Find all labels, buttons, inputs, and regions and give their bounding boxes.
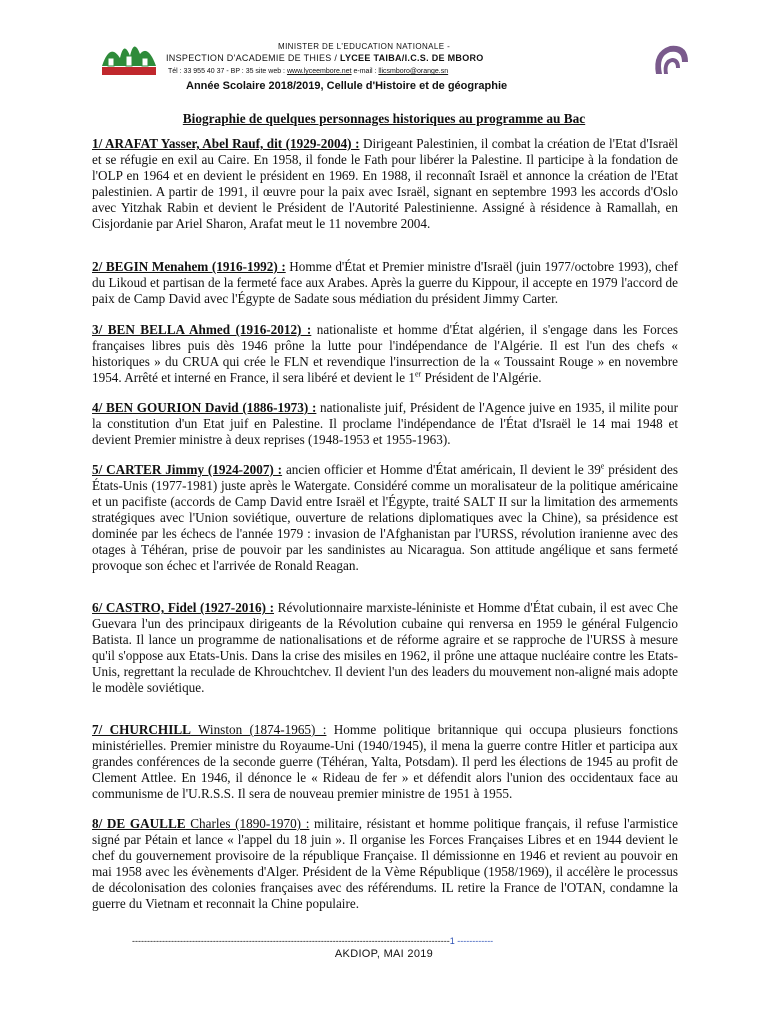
entry-text-continued: président des États-Unis (1977-1981) juste après le Watergate. Considéré comme un moralisateur de la politique américaine et un pacifiste (accords de Camp David entre Israël et l'Égypte, traité SALT II sur la limitation des armements stratégiques avec l'Union soviétique, ouverture de relations diplomatiques avec la Chine), sa présidence est dominée par les échecs de l'année 1979 : invasion de l'Afghanistan par l'URSS, révolution iranienne avec des otages à Téhéran, prise de pouvoir par les sandinistes au Nicaragua. Son attitude angélique et sans fermeté provoque son échec et l'arrivée de Ronald Reagan. — [92, 462, 679, 573]
footer-rule-right: ------------ — [454, 936, 494, 944]
entry-text: Révolutionnaire marxiste-léniniste et Homme d'État cubain, il est avec Che Guevara l'un des principaux dirigeants de la Révolution cubaine qui renversa en 1959 le général Fulgencio Batista. Il lance un programme de nationalisations et de réforme agraire et se rapproche de l'URSS à mesure qu'il s'oppose aux Etats-Unis. Dans la crise des misiles en 1962, il prône une attaque nucléaire contre les Etats-Unis, regrettant la reculade de Khrouchtchev. Il devient l'un des leaders du mouvement non-aligné mais adopte le modèle soviétique. — [92, 600, 679, 695]
biography-entry — [92, 462, 678, 574]
entry-heading: 3/ BEN BELLA Ahmed (1916-2012) : — [92, 322, 312, 337]
entry-text: nationaliste juif, Président de l'Agence juive en 1935, il milite pour la constitution d'un Etat juif en Palestine. Il proclame l'indépendance de l'État d'Israël le 14 mai 1948 et devient Premier ministre à deux reprises (1948-1953 et 1955-1963). — [92, 400, 679, 447]
contact-prefix: Tél : 33 955 40 37 - BP : 35 site web : — [168, 68, 287, 75]
page-number: 1 — [449, 936, 455, 944]
footer-rule-left: ---------------------------------------------------------------------------------------------------------- — [132, 936, 450, 944]
inspection-name: INSPECTION D'ACADEMIE DE THIES / — [166, 53, 340, 63]
entry-text: militaire, résistant et homme politique français, il refuse l'armistice signé par Pétain et lance « l'appel du 18 juin ». Il organise les Forces Françaises Libres et en 1944 devient le chef du gouvernement provisoire de la république Française. Il démissionne en 1946 et revient au pouvoir en mai 1958 avec les évènements d'Alger. Président de la Vème République (1958/1969), il accélère le processus de décolonisation des colonies françaises avec des référendums. IL retire la France de l'OTAN, condamne la guerre du Vietnam et reconnait la Chine populaire. — [92, 816, 678, 911]
school-name: LYCEE TAIBA/I.C.S. DE MBORO — [339, 53, 484, 63]
email-link[interactable]: llicsmboro@orange.sn — [378, 68, 449, 75]
inspection-line — [166, 53, 484, 63]
entry-heading: 7/ CHURCHILL — [92, 722, 191, 737]
entry-heading: 6/ CASTRO, Fidel (1927-2016) : — [92, 600, 275, 615]
ministry-name: MINISTER DE L'EDUCATION NATIONALE - — [278, 42, 451, 51]
biography-entry — [92, 722, 678, 802]
contact-line — [168, 68, 448, 75]
entry-heading: 8/ DE GAULLE — [92, 816, 186, 831]
entry-superscript: e — [600, 461, 605, 471]
biography-entry — [92, 600, 678, 696]
entry-superscript: er — [414, 369, 422, 379]
entry-heading: 2/ BEGIN Menahem (1916-1992) : — [92, 259, 286, 274]
entry-heading: 4/ BEN GOURION David (1886-1973) : — [92, 400, 317, 415]
entry-text: Dirigeant Palestinien, il combat la création de l'Etat d'Israël et se réfugie en exil au Caire. En 1958, il fonde le Fath pour libérer la Palestine. Il participe à la fondation de l'OLP en 1964 et en devient le président en 1969. En 1988, il reconnaît Israël et annonce la création de l'Etat palestinien. A partir de 1991, il œuvre pour la paix avec Israël, signant en septembre 1993 les accords d'Oslo avec Yitzhak Rabin et devient le Président de l'Autorité Palestinienne. Assigné à résidence à Ramallah, en Cisjordanie par Ariel Sharon, Arafat meut le 11 novembre 2004. — [92, 136, 678, 231]
biography-entry — [92, 259, 678, 307]
biography-entry — [92, 816, 678, 912]
biography-entry — [92, 136, 678, 232]
entry-text-continued: Président de l'Algérie. — [421, 370, 542, 385]
footer-rule — [132, 936, 638, 944]
entry-heading: 5/ CARTER Jimmy (1924-2007) : — [92, 462, 283, 477]
entry-heading-normal: Charles (1890-1970) : — [185, 816, 310, 831]
website-link[interactable]: www.lyceembore.net — [286, 68, 352, 75]
email-label: e-mail : — [351, 68, 379, 75]
footer-signature: AKDIOP, MAI 2019 — [334, 948, 434, 960]
document-title: Biographie de quelques personnages historiques au programme au Bac — [182, 111, 586, 126]
entry-heading-normal: Winston (1874-1965) : — [190, 722, 327, 737]
biography-list — [92, 136, 678, 912]
letterhead — [0, 36, 768, 116]
entry-heading: 1/ ARAFAT Yasser, Abel Rauf, dit (1929-2004) : — [92, 136, 360, 151]
entry-text: ancien officier et Homme d'État américain, Il devient le 39 — [282, 462, 601, 477]
entry-text: Homme d'État et Premier ministre d'Israël (juin 1977/octobre 1993), chef du Likoud et partisan de la fermeté face aux Arabes. Après la guerre du Kippour, il accepte en 1979 l'accord de paix de Camp David avec l'Égypte de Sadate sous médiation du président Jimmy Carter. — [92, 259, 678, 306]
biography-entry — [92, 400, 678, 448]
profile-logo-icon — [648, 40, 692, 80]
entry-text: nationaliste et homme d'État algérien, il s'engage dans les Forces françaises libres puis dès 1946 prône la lutte pour l'indépendance de l'Algérie. Il est l'un des chefs « historiques » du CRUA qui crée le FLN et revendique l'insurrection de la « Toussaint Rouge » en novembre 1954. Arrêté et interné en France, il sera libéré et devient le 1 — [92, 322, 678, 385]
biography-entry — [92, 322, 678, 386]
school-logo-icon — [100, 36, 158, 76]
entry-text: Homme politique britannique qui occupa plusieurs fonctions ministérielles. Premier ministre du Royaume-Uni (1940/1945), il mena la guerre contre Hitler et participa aux grandes conférences de la seconde guerre (Téhéran, Yalta, Potsdam). Il perd les élections de 1945 au profit de Clement Attlee. En 1946, il dénonce le « Rideau de fer » et défendit alors l'union des occidentaux face au communisme de l'U.R.S.S. Il sera de nouveau premier ministre de 1951 à 1955. — [92, 722, 678, 801]
school-year: Année Scolaire 2018/2019, Cellule d'Histoire et de géographie — [186, 80, 508, 92]
